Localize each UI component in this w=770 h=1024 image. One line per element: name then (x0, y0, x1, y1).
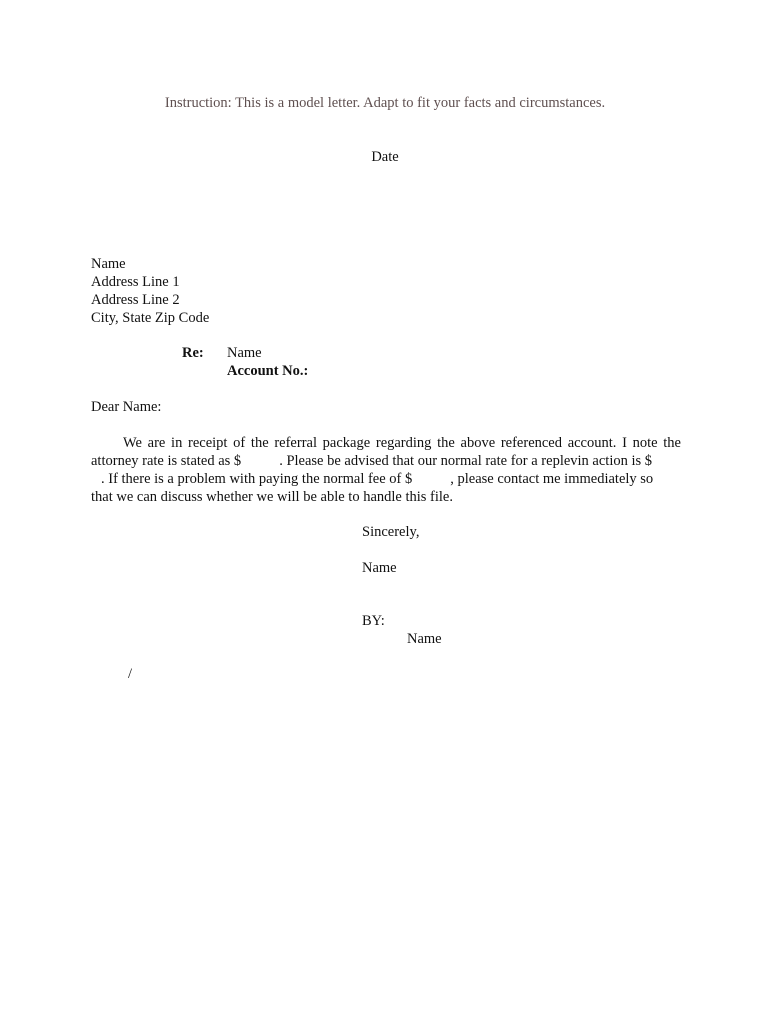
closing-sincerely: Sincerely, (362, 524, 420, 540)
contact-text: , please contact me immediately so (450, 471, 654, 487)
recipient-address-line-1: Address Line 1 (91, 274, 180, 290)
body-line-4 (91, 488, 681, 506)
closing-name: Name (362, 560, 397, 576)
by-signer-name: Name (407, 631, 442, 647)
body-line-1 (91, 434, 681, 452)
account-number-label: Account No.: (227, 363, 309, 379)
letter-date: Date (371, 149, 399, 165)
recipient-address-line-2: Address Line 2 (91, 292, 180, 308)
re-name: Name (227, 345, 262, 361)
salutation: Dear Name: (91, 399, 162, 415)
body-text-line-4: that we can discuss whether we will be able to handle this file. (91, 489, 453, 505)
normal-fee-text: . If there is a problem with paying the normal fee of $ (101, 471, 413, 487)
normal-rate-text: . Please be advised that our normal rate for a replevin action is $ (279, 453, 653, 469)
recipient-name: Name (91, 256, 126, 272)
recipient-city-state-zip: City, State Zip Code (91, 310, 210, 326)
re-label: Re: (182, 345, 204, 361)
body-line-2 (91, 452, 681, 470)
body-text-line-1: We are in receipt of the referral package regarding the above referenced account. I note the (123, 435, 681, 451)
body-line-3 (91, 470, 681, 488)
by-label: BY: (362, 613, 385, 629)
instruction-note: Instruction: This is a model letter. Adapt to fit your facts and circumstances. (164, 95, 606, 111)
initials-separator: / (128, 666, 133, 682)
attorney-rate-text: attorney rate is stated as $ (91, 453, 242, 469)
